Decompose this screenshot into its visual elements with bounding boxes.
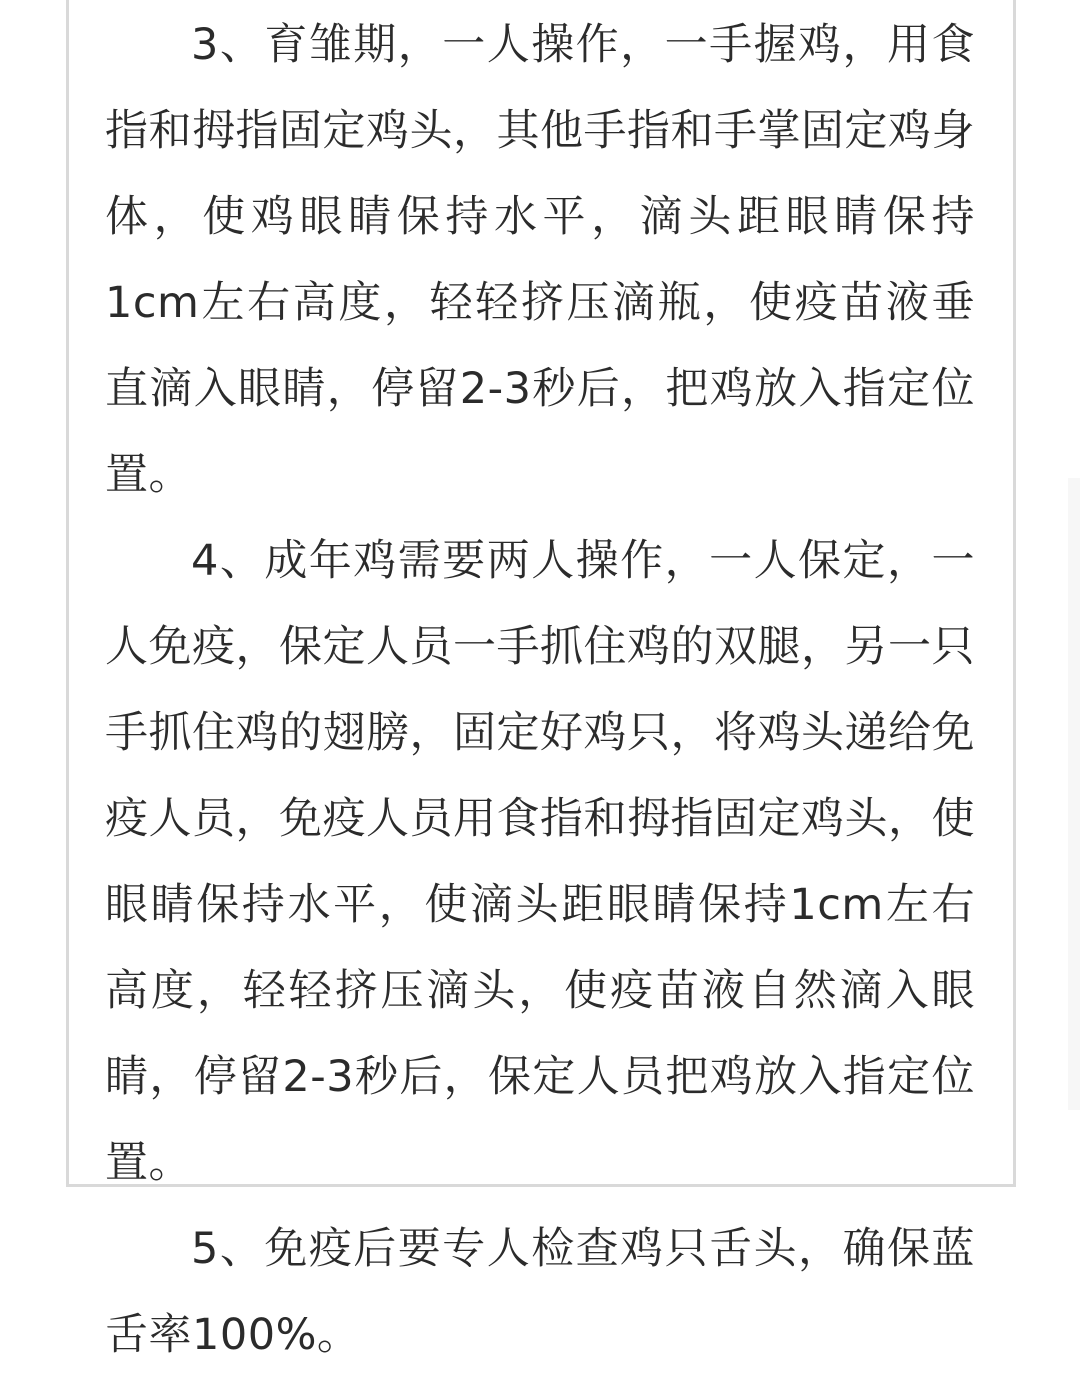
paragraph-step-4: 4、成年鸡需要两人操作，一人保定，一人免疫，保定人员一手抓住鸡的双腿，另一只手抓住鸡的翅膀，固定好鸡只，将鸡头递给免疫人员，免疫人员用食指和拇指固定鸡头，使眼睛保持水平，使滴头距眼睛保持1cm左右高度，轻轻挤压滴头，使疫苗液自然滴入眼睛，停留2-3秒后，保定人员把鸡放入指定位置。 [105,536,975,1188]
paragraph-step-3: 3、育雏期，一人操作，一手握鸡，用食指和拇指固定鸡头，其他手指和手掌固定鸡身体，使鸡眼睛保持水平，滴头距眼睛保持1cm左右高度，轻轻挤压滴瓶，使疫苗液垂直滴入眼睛，停留2-3秒后，把鸡放入指定位置。 [105,20,975,500]
document-body [69,0,1013,1378]
document-page [66,0,1016,1360]
scrollbar-thumb[interactable] [1068,478,1080,1110]
paragraph-step-5: 5、免疫后要专人检查鸡只舌头，确保蓝舌率100%。 [105,1224,975,1360]
